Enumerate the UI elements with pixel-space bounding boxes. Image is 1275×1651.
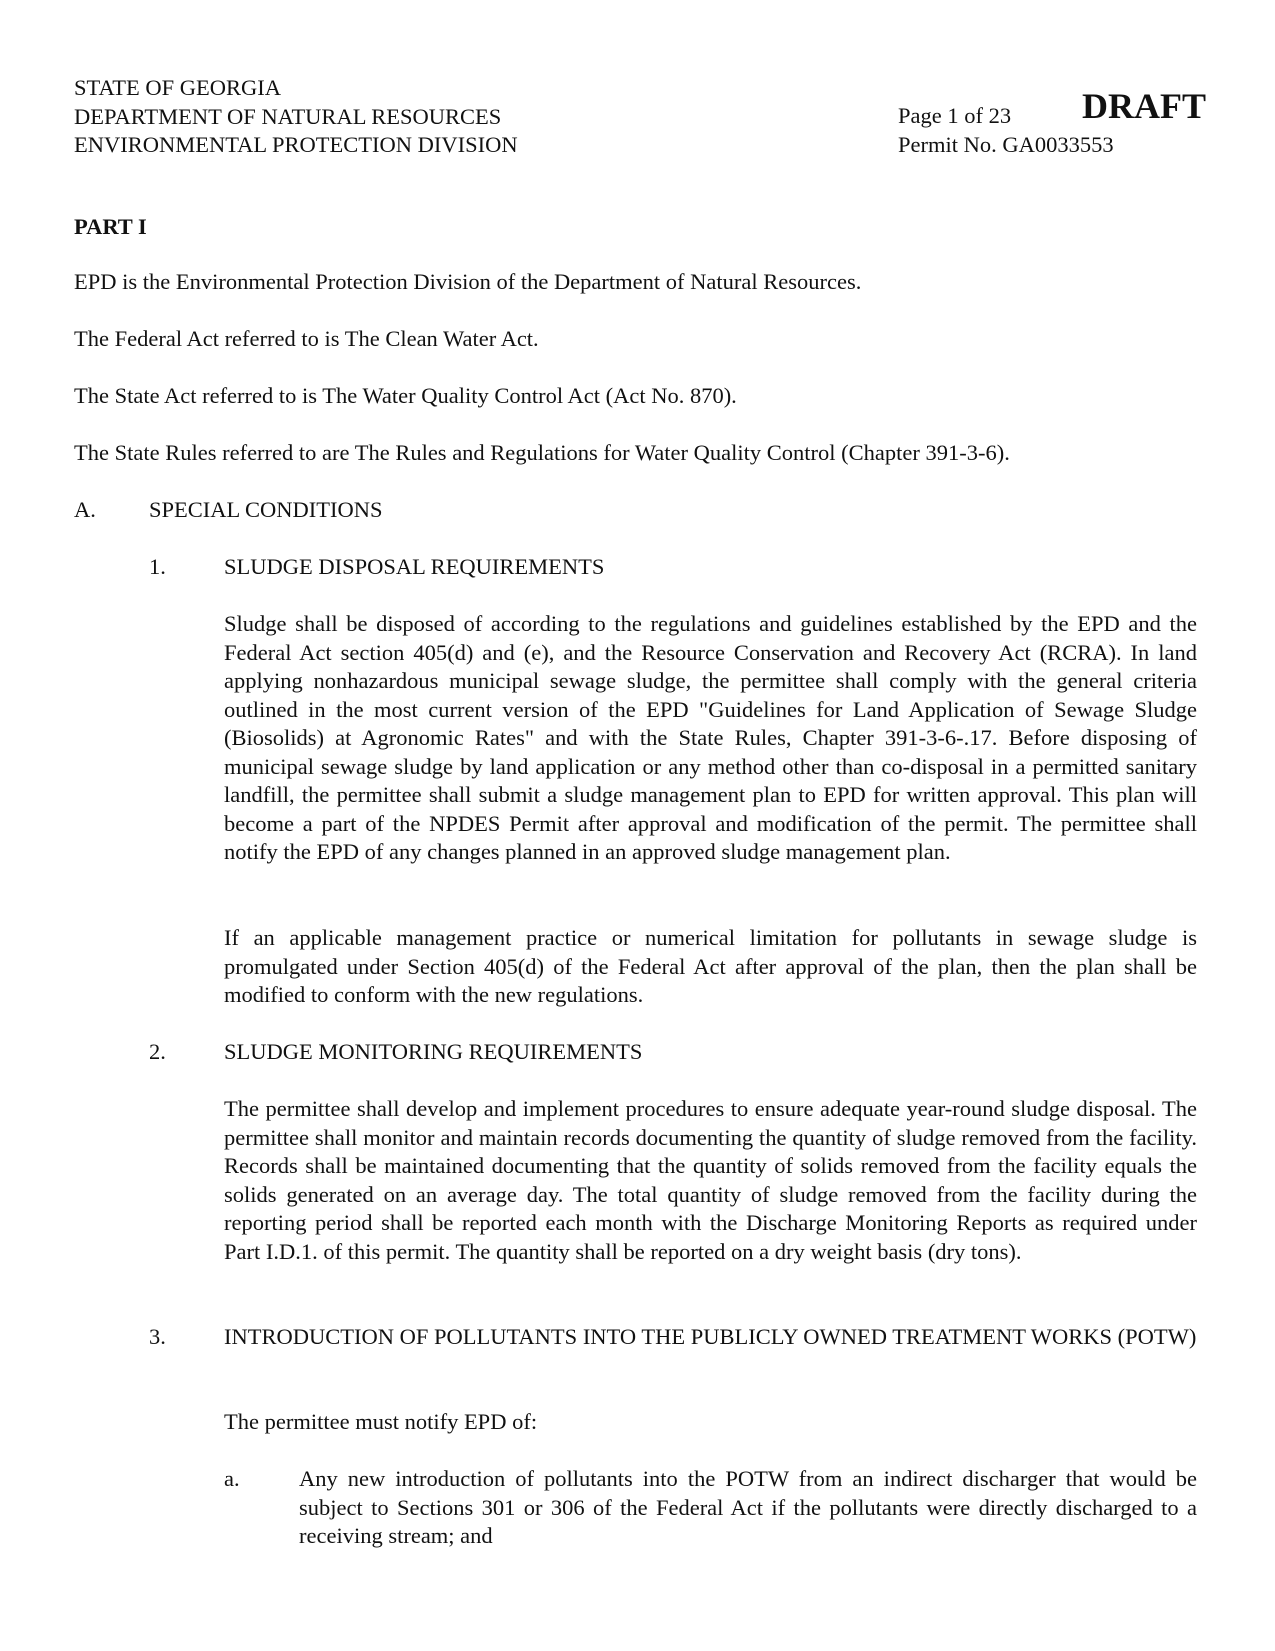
- definition-federal-act: The Federal Act referred to is The Clean Water Act.: [74, 326, 539, 351]
- part-title: PART I: [74, 214, 147, 239]
- agency-division: ENVIRONMENTAL PROTECTION DIVISION: [74, 132, 518, 157]
- item-3-subitem-a-text: Any new introduction of pollutants into the POTW from an indirect discharger that would be subject to Sections 301 or 306 of the Federal Act if the pollutants were directly discharged to a receiving stream; and: [299, 1466, 1197, 1548]
- item-3-intro: The permittee must notify EPD of:: [224, 1409, 538, 1434]
- page-number: Page 1 of 23: [898, 103, 1012, 128]
- item-3-title: INTRODUCTION OF POLLUTANTS INTO THE PUBLICLY OWNED TREATMENT WORKS (POTW): [224, 1324, 1197, 1349]
- section-letter: A.: [74, 497, 96, 522]
- item-1-number: 1.: [149, 554, 166, 579]
- definition-epd: EPD is the Environmental Protection Division of the Department of Natural Resources.: [74, 269, 862, 294]
- agency-department: DEPARTMENT OF NATURAL RESOURCES: [74, 103, 502, 129]
- agency-header: [74, 74, 774, 160]
- item-2-title: SLUDGE MONITORING REQUIREMENTS: [224, 1039, 643, 1064]
- item-1-paragraph-2: If an applicable management practice or numerical limitation for pollutants in sewage sludge is promulgated under Section 405(d) of the Federal Act after approval of the plan, then the plan shall be modified to conform with the new regulations.: [224, 925, 1197, 1007]
- item-1-paragraph-1: Sludge shall be disposed of according to the regulations and guidelines established by the EPD and the Federal Act section 405(d) and (e), and the Resource Conservation and Recovery Act (RCRA). In land applying nonhazardous municipal sewage sludge, the permittee shall comply with the general criteria outlined in the most current version of the EPD "Guidelines for Land Application of Sewage Sludge (Biosolids) at Agronomic Rates" and with the State Rules, Chapter 391-3-6-.17. Before disposing of municipal sewage sludge by land application or any method other than co-disposal in a permitted sanitary landfill, the permittee shall submit a sludge management plan to EPD for written approval. This plan will become a part of the NPDES Permit after approval and modification of the permit. The permittee shall notify the EPD of any changes planned in an approved sludge management plan.: [224, 611, 1197, 864]
- item-3-number: 3.: [149, 1324, 166, 1349]
- item-2-number: 2.: [149, 1039, 166, 1064]
- agency-state: STATE OF GEORGIA: [74, 75, 281, 100]
- definition-state-rules: The State Rules referred to are The Rules and Regulations for Water Quality Control (Chapter 391-3-6).: [74, 440, 1010, 465]
- item-2-paragraph-1: The permittee shall develop and implement procedures to ensure adequate year-round sludge disposal. The permittee shall monitor and maintain records documenting the quantity of sludge removed from the facility. Records shall be maintained documenting that the quantity of solids removed from the facility equals the solids generated on an average day. The total quantity of sludge removed from the facility during the reporting period shall be reported each month with the Discharge Monitoring Reports as required under Part I.D.1. of this permit. The quantity shall be reported on a dry weight basis (dry tons).: [224, 1096, 1197, 1264]
- item-1-title: SLUDGE DISPOSAL REQUIREMENTS: [224, 554, 605, 579]
- definition-state-act: The State Act referred to is The Water Quality Control Act (Act No. 870).: [74, 383, 737, 408]
- draft-stamp: DRAFT: [1082, 86, 1206, 126]
- item-3-subitem-a-letter: a.: [224, 1466, 240, 1491]
- section-title: SPECIAL CONDITIONS: [149, 497, 383, 522]
- permit-number: Permit No. GA0033553: [898, 131, 1114, 157]
